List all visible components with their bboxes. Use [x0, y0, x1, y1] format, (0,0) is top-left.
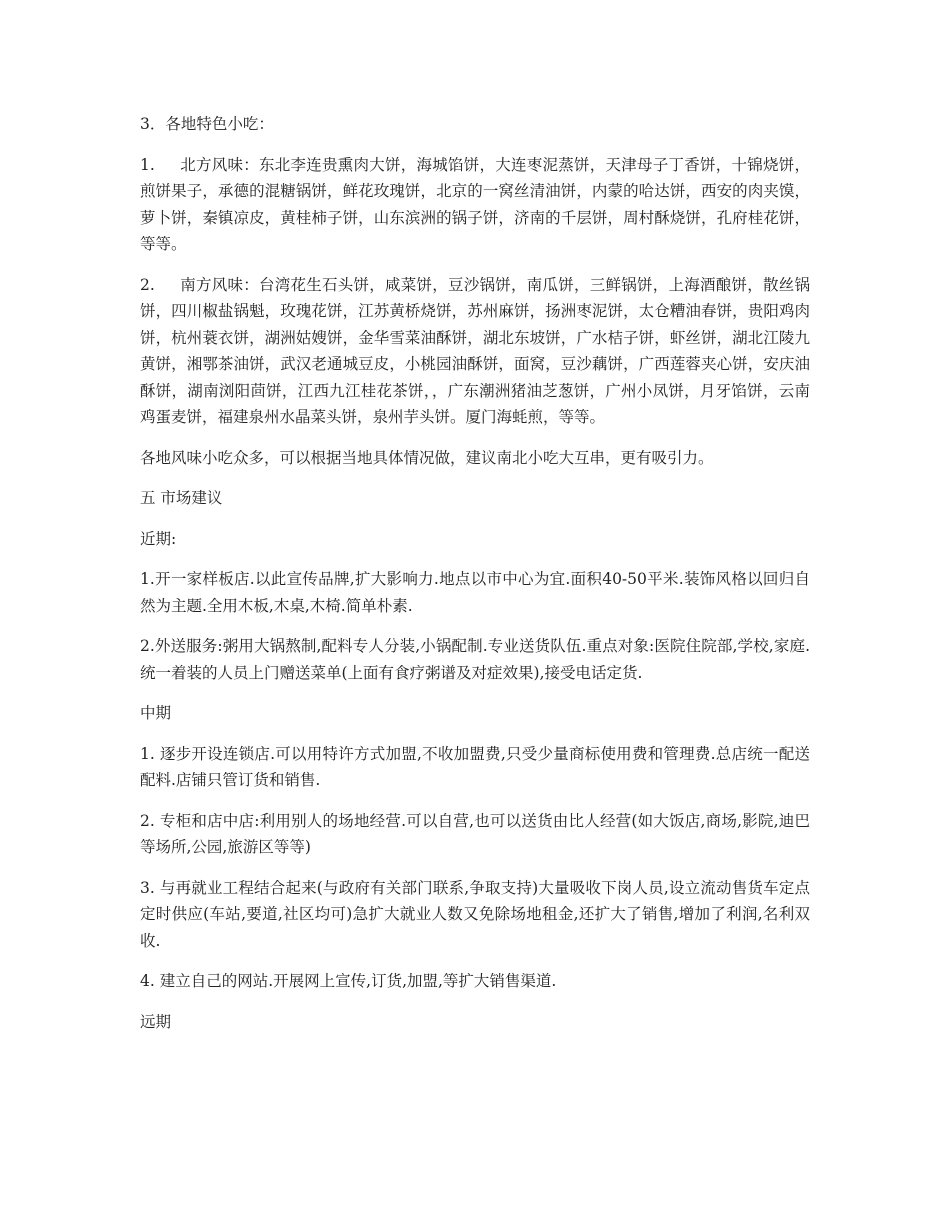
- north-flavor-text: 北方风味：东北李连贵熏肉大饼，海城馅饼，大连枣泥蒸饼，天津母子丁香饼，十锦烧饼，煎饼果子，承德的混糖锅饼，鲜花玫瑰饼，北京的一窝丝清油饼，内蒙的哈达饼，西安的肉夹馍，萝卜饼，秦镇凉皮，黄桂柿子饼，山东滨洲的锅子饼，济南的千层饼，周村酥烧饼，孔府桂花饼，等等。: [140, 155, 810, 253]
- near-term-item-1: 1.开一家样板店.以此宣传品牌,扩大影响力.地点以市中心为宜.面积40-50平米.装饰风格以回归自然为主题.全用木板,木桌,木椅.简单朴素.: [140, 570, 810, 615]
- mid-term-heading: 中期: [140, 704, 172, 722]
- snacks-heading: 3．各地特色小吃：: [140, 115, 274, 133]
- north-flavor-paragraph: [140, 152, 810, 258]
- long-term-heading: 远期: [140, 1012, 172, 1031]
- mid-term-item-1: 1. 逐步开设连锁店.可以用特许方式加盟,不收加盟费,只受少量商标使用费和管理费.总店统一配送配料.店铺只管订货和销售.: [140, 744, 810, 789]
- market-suggestion-heading: 五 市场建议: [140, 489, 223, 507]
- near-term-item-2: 2.外送服务:粥用大锅熬制,配料专人分装,小锅配制.专业送货队伍.重点对象:医院住院部,学校,家庭.统一着装的人员上门赠送菜单(上面有食疗粥谱及对症效果),接受电话定货.: [140, 637, 810, 682]
- mid-term-item-2: 2. 专柜和店中店:利用别人的场地经营.可以自营,也可以送货由比人经营(如大饭店,商场,影院,迪巴等场所,公园,旅游区等等): [140, 811, 810, 856]
- snacks-summary: 各地风味小吃众多，可以根据当地具体情况做，建议南北小吃大互串，更有吸引力。: [140, 448, 714, 467]
- north-flavor-number: 1.: [140, 155, 155, 174]
- near-term-heading: 近期:: [140, 529, 177, 548]
- south-flavor-text: 南方风味：台湾花生石头饼，咸菜饼，豆沙锅饼，南瓜饼，三鲜锅饼，上海酒酿饼，散丝锅饼，四川椒盐锅魁，玫瑰花饼，江苏黄桥烧饼，苏州麻饼，扬洲枣泥饼，太仓糟油春饼，贵阳鸡肉饼，杭州蓑衣饼，湖洲姑嫂饼，金华雪菜油酥饼，湖北东坡饼，广水桔子饼，虾丝饼，湖北江陵九黄饼，湘鄂茶油饼，武汉老通城豆皮，小桃园油酥饼，面窝，豆沙藕饼，广西莲蓉夹心饼，安庆油酥饼，湖南浏阳茴饼，江西九江桂花茶饼，，广东潮洲猪油芝葱饼，广州小凤饼，月牙馅饼，云南鸡蛋麦饼，福建泉州水晶菜头饼，泉州芋头饼。厦门海蚝煎，等等。: [140, 275, 810, 426]
- south-flavor-number: 2.: [140, 275, 155, 294]
- mid-term-item-4: 4. 建立自己的网站.开展网上宣传,订货,加盟,等扩大销售渠道.: [140, 972, 557, 990]
- south-flavor-paragraph: [140, 272, 810, 431]
- mid-term-item-3: 3. 与再就业工程结合起来(与政府有关部门联系,争取支持)大量吸收下岗人员,设立流动售货车定点定时供应(车站,要道,社区均可)急扩大就业人数又免除场地租金,还扩大了销售,增加了利润,名利双收.: [140, 878, 810, 950]
- document-page: [140, 111, 810, 1049]
